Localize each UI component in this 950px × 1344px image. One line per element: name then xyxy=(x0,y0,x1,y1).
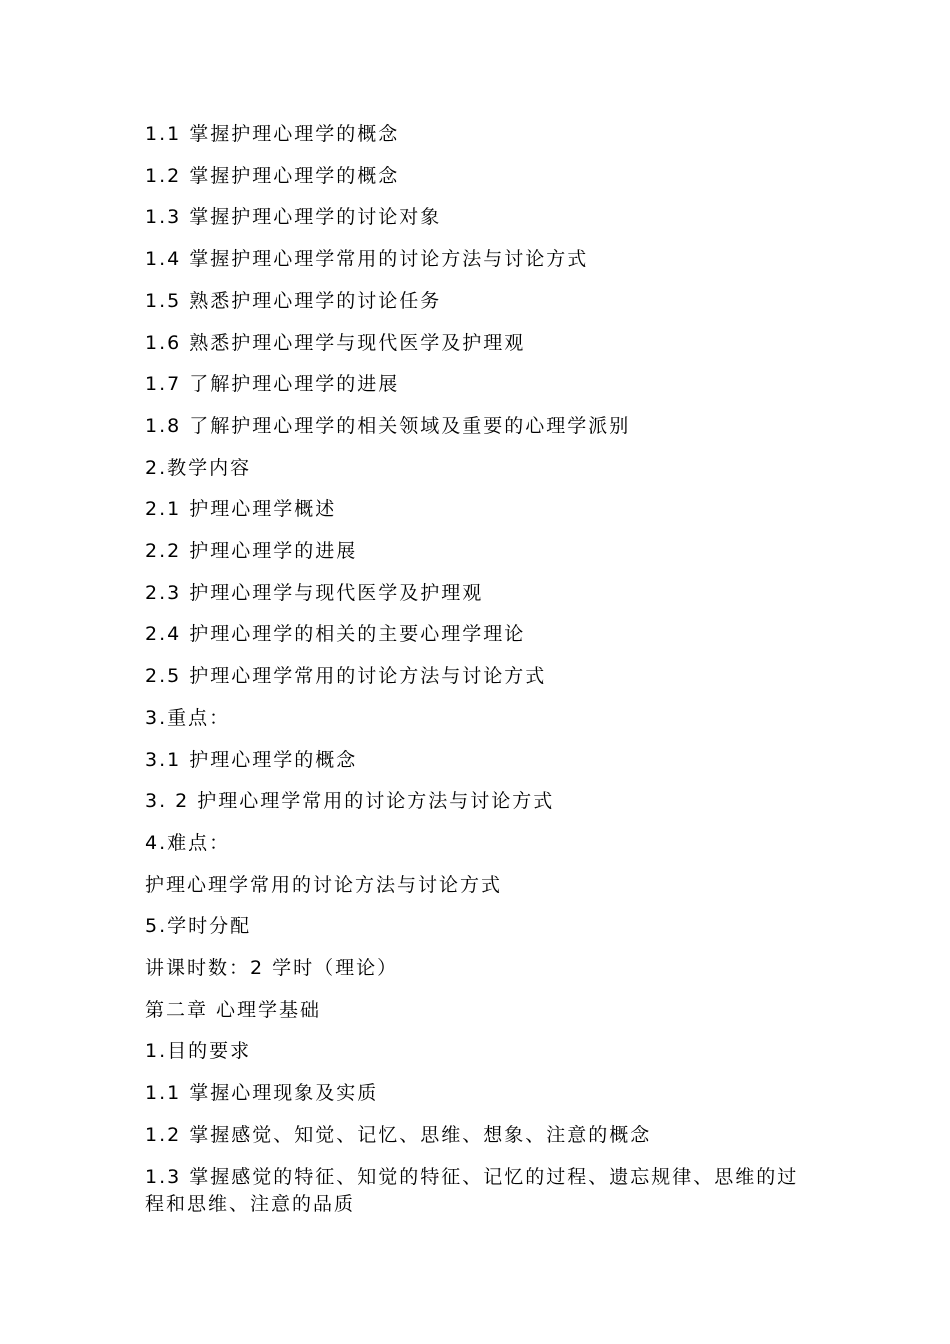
text-line: 1.4 掌握护理心理学常用的讨论方法与讨论方式 xyxy=(145,248,589,271)
text-line: 3.1 护理心理学的概念 xyxy=(145,748,358,771)
text-line: 1.1 掌握护理心理学的概念 xyxy=(145,123,400,145)
text-line: 1.2 掌握感觉、知觉、记忆、思维、想象、注意的概念 xyxy=(145,1123,652,1146)
text-line: 2.1 护理心理学概述 xyxy=(145,498,337,521)
section-heading: 2.教学内容 xyxy=(145,456,252,479)
text-line: 1.6 熟悉护理心理学与现代医学及护理观 xyxy=(145,331,526,354)
section-heading: 1.目的要求 xyxy=(145,1040,252,1063)
section-heading: 5.学时分配 xyxy=(145,915,252,938)
chapter-heading: 第二章 心理学基础 xyxy=(145,998,322,1021)
text-line: 2.2 护理心理学的进展 xyxy=(145,540,358,563)
section-heading: 3.重点： xyxy=(145,706,231,729)
text-line: 3. 2 护理心理学常用的讨论方法与讨论方式 xyxy=(145,790,555,813)
text-line: 2.5 护理心理学常用的讨论方法与讨论方式 xyxy=(145,665,547,688)
text-line: 1.3 掌握护理心理学的讨论对象 xyxy=(145,206,442,229)
text-line: 1.1 掌握心理现象及实质 xyxy=(145,1082,379,1105)
text-line: 1.2 掌握护理心理学的概念 xyxy=(145,164,400,187)
section-heading: 4.难点： xyxy=(145,831,231,854)
text-line: 1.8 了解护理心理学的相关领域及重要的心理学派别 xyxy=(145,414,631,437)
text-line: 护理心理学常用的讨论方法与讨论方式 xyxy=(145,873,503,896)
document-body xyxy=(145,114,805,1218)
text-paragraph: 1.3 掌握感觉的特征、知觉的特征、记忆的过程、遗忘规律、思维的过程和思维、注意的品质 xyxy=(145,1165,799,1215)
text-line: 1.7 了解护理心理学的进展 xyxy=(145,373,400,396)
text-line: 1.5 熟悉护理心理学的讨论任务 xyxy=(145,289,442,312)
text-line: 讲课时数：2 学时（理论） xyxy=(145,957,399,980)
text-line: 2.4 护理心理学的相关的主要心理学理论 xyxy=(145,623,526,646)
text-line: 2.3 护理心理学与现代医学及护理观 xyxy=(145,581,484,604)
